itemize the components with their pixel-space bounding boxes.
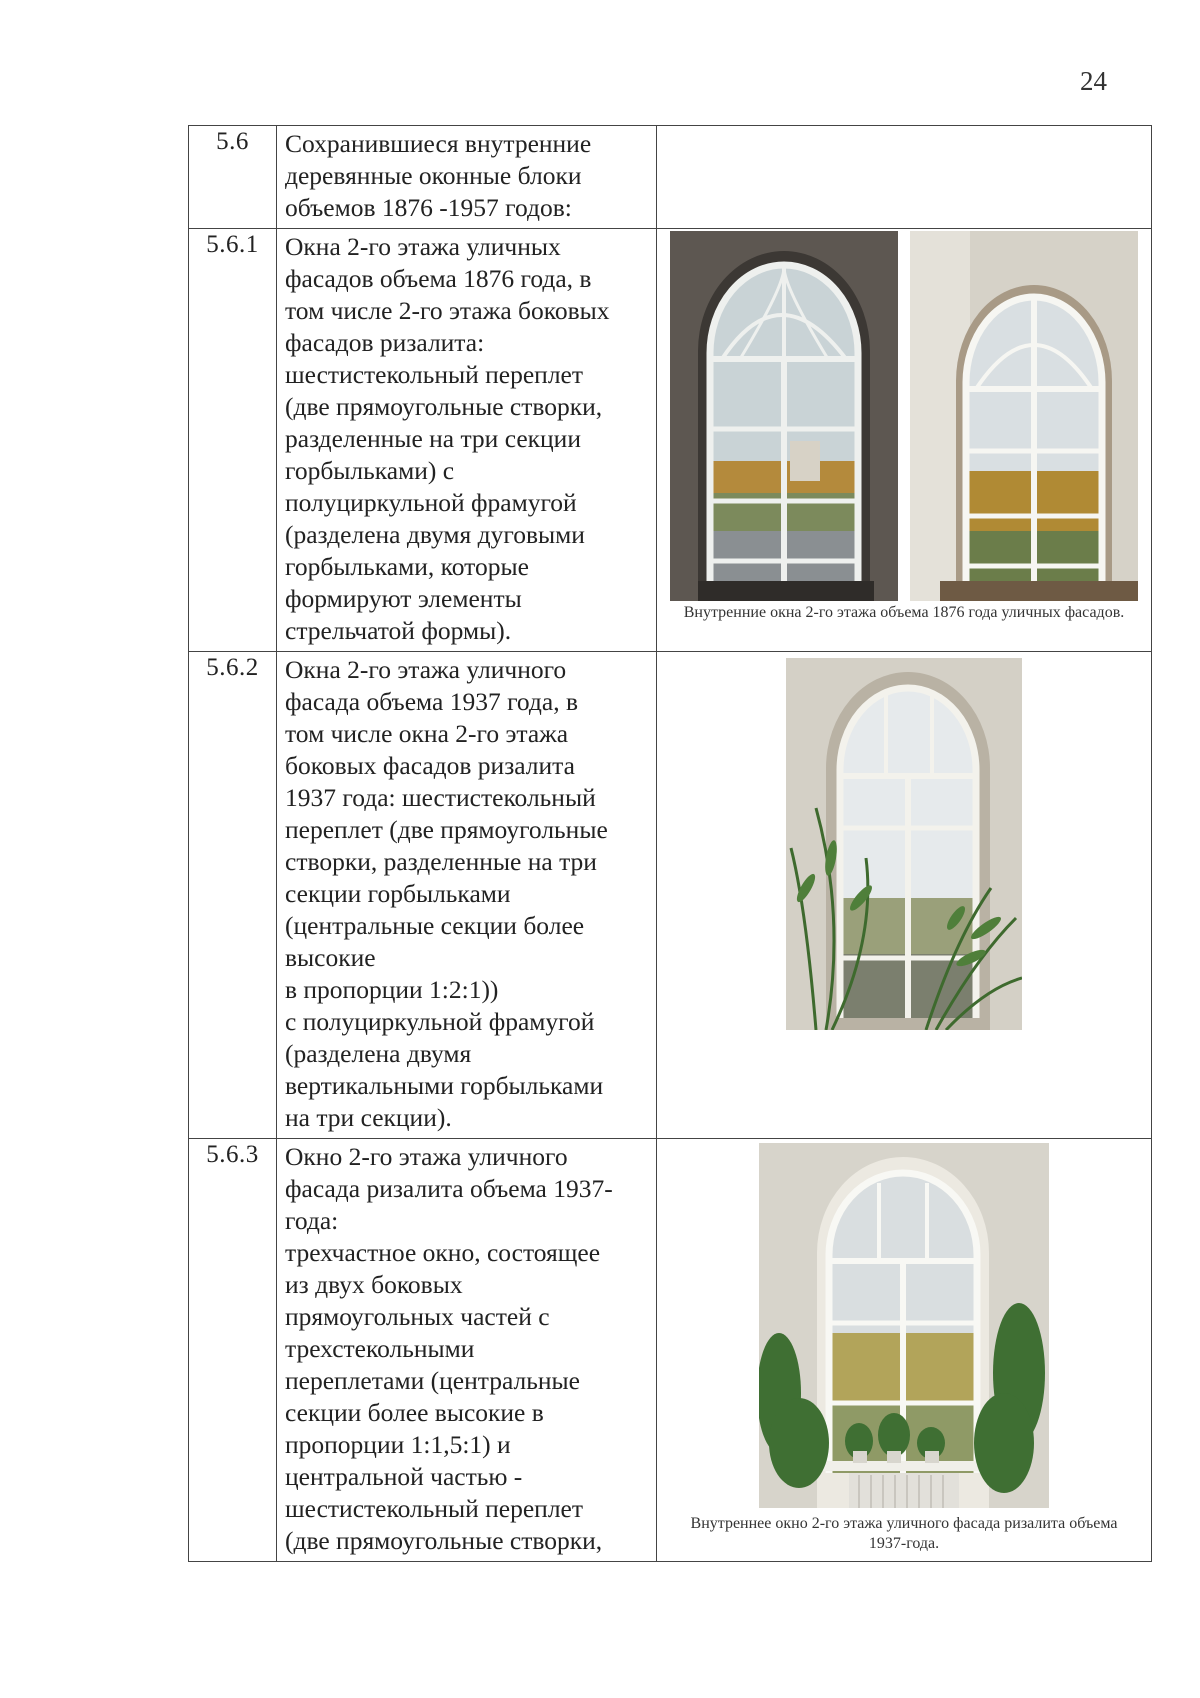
window-photo bbox=[670, 231, 898, 601]
table-row bbox=[189, 126, 1152, 229]
photo-caption: Внутреннее окно 2-го этажа уличного фасада ризалита объема 1937-года. bbox=[690, 1515, 1118, 1552]
table-row bbox=[189, 229, 1152, 652]
row-description: Окна 2-го этажа уличных фасадов объема 1876 года, в том числе 2-го этажа боковых фасадов ризалита: шестистекольный переплет (две прямоугольные створки, разделенные на три секции горбыльками) с полуциркульной фрамугой (разделена двумя дуговыми горбыльками, которые формируют элементы стрельчатой формы). bbox=[277, 229, 657, 652]
row-number: 5.6 bbox=[189, 126, 277, 229]
image-cell bbox=[657, 1139, 1152, 1562]
row-description: Окна 2-го этажа уличного фасада объема 1937 года, в том числе окна 2-го этажа боковых фасадов ризалита 1937 года: шестистекольный переплет (две прямоугольные створки, разделенные на три секции горбыльками (центральные секции более высокие в пропорции 1:2:1)) с полуциркульной фрамугой (разделена двумя вертикальными горбыльками на три секции). bbox=[277, 652, 657, 1139]
table-row bbox=[189, 652, 1152, 1139]
empty-image-cell bbox=[657, 126, 1152, 229]
row-description: Окно 2-го этажа уличного фасада ризалита объема 1937- года: трехчастное окно, состоящее из двух боковых прямоугольных частей с трехстекольными переплетами (центральные секции более высокие в пропорции 1:1,5:1) и центральной частью - шестистекольный переплет (две прямоугольные створки, bbox=[277, 1139, 657, 1562]
page-number: 24 bbox=[1080, 66, 1107, 96]
row-number: 5.6.2 bbox=[189, 652, 277, 1139]
window-photo bbox=[786, 658, 1022, 1030]
window-photo bbox=[910, 231, 1138, 601]
window-photo bbox=[759, 1143, 1049, 1508]
row-number: 5.6.1 bbox=[189, 229, 277, 652]
image-cell bbox=[657, 652, 1152, 1139]
table-row bbox=[189, 1139, 1152, 1562]
image-cell bbox=[657, 229, 1152, 652]
row-number: 5.6.3 bbox=[189, 1139, 277, 1562]
row-description: Сохранившиеся внутренние деревянные оконные блоки объемов 1876 -1957 годов: bbox=[277, 126, 657, 229]
window-blocks-table bbox=[188, 125, 1152, 1562]
photo-caption: Внутренние окна 2-го этажа объема 1876 года уличных фасадов. bbox=[683, 604, 1125, 621]
